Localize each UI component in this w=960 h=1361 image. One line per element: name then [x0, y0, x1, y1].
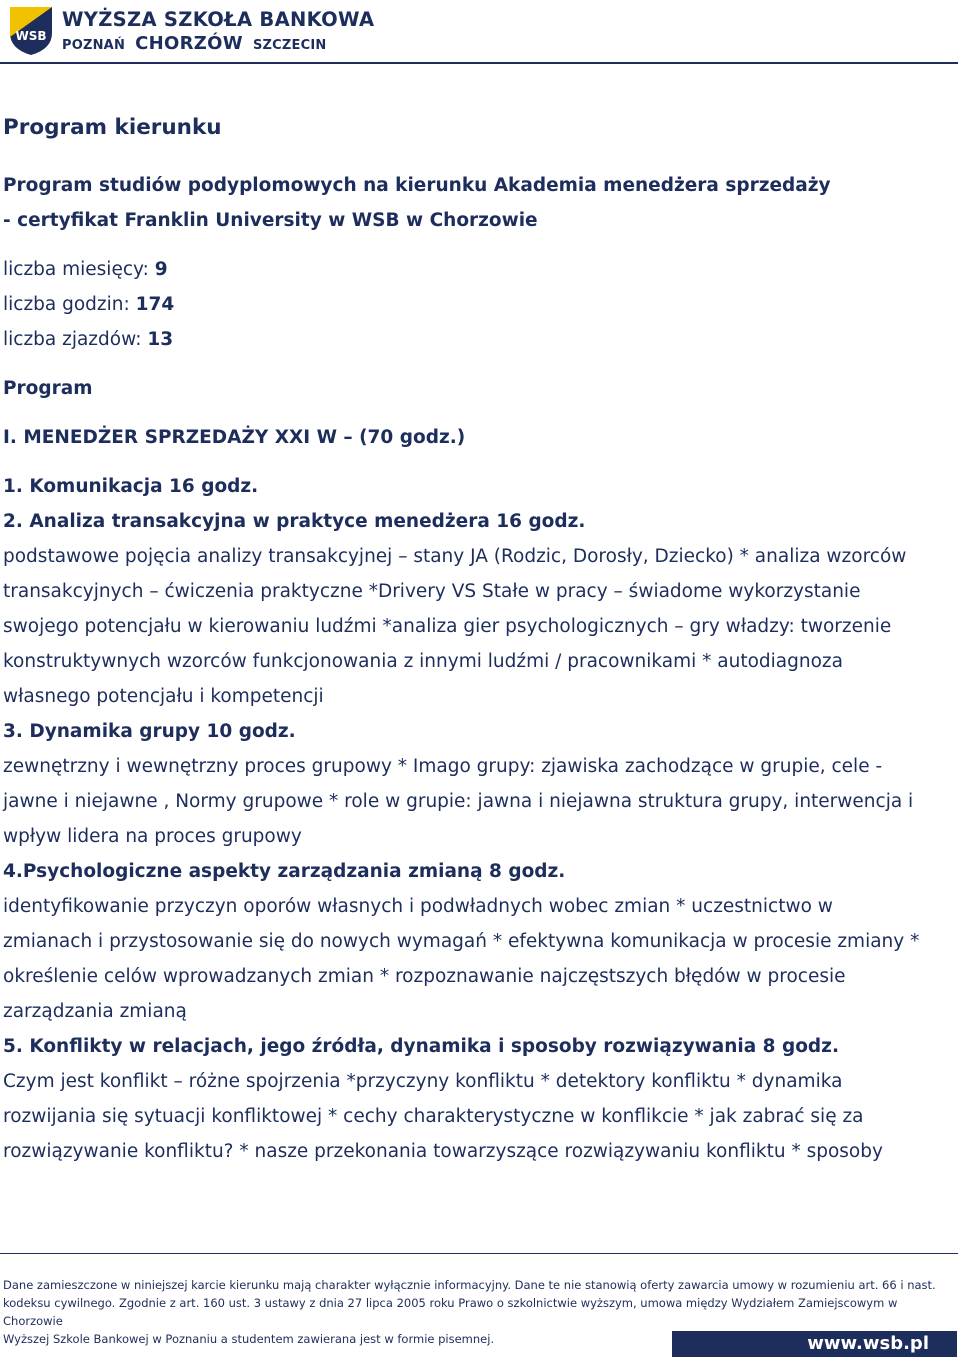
- section-4-heading: 4.Psychologiczne aspekty zarządzania zmianą 8 godz.: [3, 861, 566, 882]
- section-2-line: własnego potencjału i kompetencji: [3, 686, 324, 707]
- footer-line-3: Wyższej Szkole Bankowej w Poznaniu a studentem zawierana jest w formie pisemnej.: [3, 1332, 495, 1346]
- section-5-line: rozwijania się sytuacji konfliktowej * cechy charakterystyczne w konflikcie * jak zabrać się za: [3, 1106, 864, 1127]
- school-cities: [62, 33, 326, 54]
- stat-hours: liczba godzin: 174: [3, 294, 175, 315]
- section-1-heading: 1. Komunikacja 16 godz.: [3, 476, 259, 497]
- section-5-heading: 5. Konflikty w relacjach, jego źródła, dynamika i sposoby rozwiązywania 8 godz.: [3, 1036, 839, 1057]
- program-heading: Program: [3, 378, 93, 399]
- section-2-heading: 2. Analiza transakcyjna w praktyce menedżera 16 godz.: [3, 511, 586, 532]
- city-szczecin: SZCZECIN: [252, 38, 327, 53]
- section-2-line: transakcyjnych – ćwiczenia praktyczne *Drivery VS Stałe w pracy – świadome wykorzystanie: [3, 581, 861, 602]
- city-chorzow: CHORZÓW: [135, 33, 243, 54]
- header-divider: [0, 62, 958, 64]
- footer-divider: [0, 1253, 958, 1254]
- section-2-line: podstawowe pojęcia analizy transakcyjnej – stany JA (Rodzic, Dorosły, Dziecko) * analiza wzorców: [3, 546, 907, 567]
- subtitle-line-1: Program studiów podyplomowych na kierunku Akademia menedżera sprzedaży: [3, 175, 831, 196]
- section-5-line: Czym jest konflikt – różne spojrzenia *przyczyny konfliktu * detektory konfliktu * dynamika: [3, 1071, 843, 1092]
- website-link[interactable]: www.wsb.pl: [672, 1331, 957, 1357]
- document-body: [3, 112, 955, 1169]
- stat-months: liczba miesięcy: 9: [3, 259, 168, 280]
- section-4-line: zarządzania zmianą: [3, 1001, 187, 1022]
- school-name: WYŻSZA SZKOŁA BANKOWA: [62, 8, 375, 31]
- page-title: Program kierunku: [3, 115, 222, 140]
- section-4-line: zmianach i przystosowanie się do nowych wymagań * efektywna komunikacja w procesie zmiany *: [3, 931, 920, 952]
- section-3-line: jawne i niejawne , Normy grupowe * role w grupie: jawna i niejawna struktura grupy, interwencja i: [3, 791, 914, 812]
- shield-logo-icon: [6, 3, 56, 57]
- section-3-line: zewnętrzny i wewnętrzny proces grupowy * Imago grupy: zjawiska zachodzące w grupie, cele -: [3, 756, 883, 777]
- section-2-line: swojego potencjału w kierowaniu ludźmi *analiza gier psychologicznych – gry władzy: tworzenie: [3, 616, 892, 637]
- footer-line-2: kodeksu cywilnego. Zgodnie z art. 160 ust. 3 ustawy z dnia 27 lipca 2005 roku Prawo o szkolnictwie wyższym, umowa między Wydziałem Zamiejscowym w Chorzowie: [3, 1296, 898, 1328]
- stat-sessions: liczba zjazdów: 13: [3, 329, 174, 350]
- svg-text:WSB: WSB: [15, 29, 47, 43]
- part-heading: I. MENEDŻER SPRZEDAŻY XXI W – (70 godz.): [3, 427, 466, 448]
- wsb-logo: [4, 2, 375, 58]
- footer-line-1: Dane zamieszczone w niniejszej karcie kierunku mają charakter wyłącznie informacyjny. Dane te nie stanowią oferty zawarcia umowy w rozumieniu art. 66 i nast.: [3, 1278, 936, 1292]
- section-5-line: rozwiązywanie konfliktu? * nasze przekonania towarzyszące rozwiązywaniu konfliktu * sposoby: [3, 1141, 883, 1162]
- section-4-line: identyfikowanie przyczyn oporów własnych i podwładnych wobec zmian * uczestnictwo w: [3, 896, 833, 917]
- section-2-line: konstruktywnych wzorców funkcjonowania z innymi ludźmi / pracownikami * autodiagnoza: [3, 651, 843, 672]
- section-3-line: wpływ lidera na proces grupowy: [3, 826, 302, 847]
- section-3-heading: 3. Dynamika grupy 10 godz.: [3, 721, 296, 742]
- section-4-line: określenie celów wprowadzanych zmian * rozpoznawanie najczęstszych błędów w procesie: [3, 966, 846, 987]
- city-poznan: POZNAŃ: [62, 38, 126, 53]
- subtitle-line-2: - certyfikat Franklin University w WSB w Chorzowie: [3, 210, 538, 231]
